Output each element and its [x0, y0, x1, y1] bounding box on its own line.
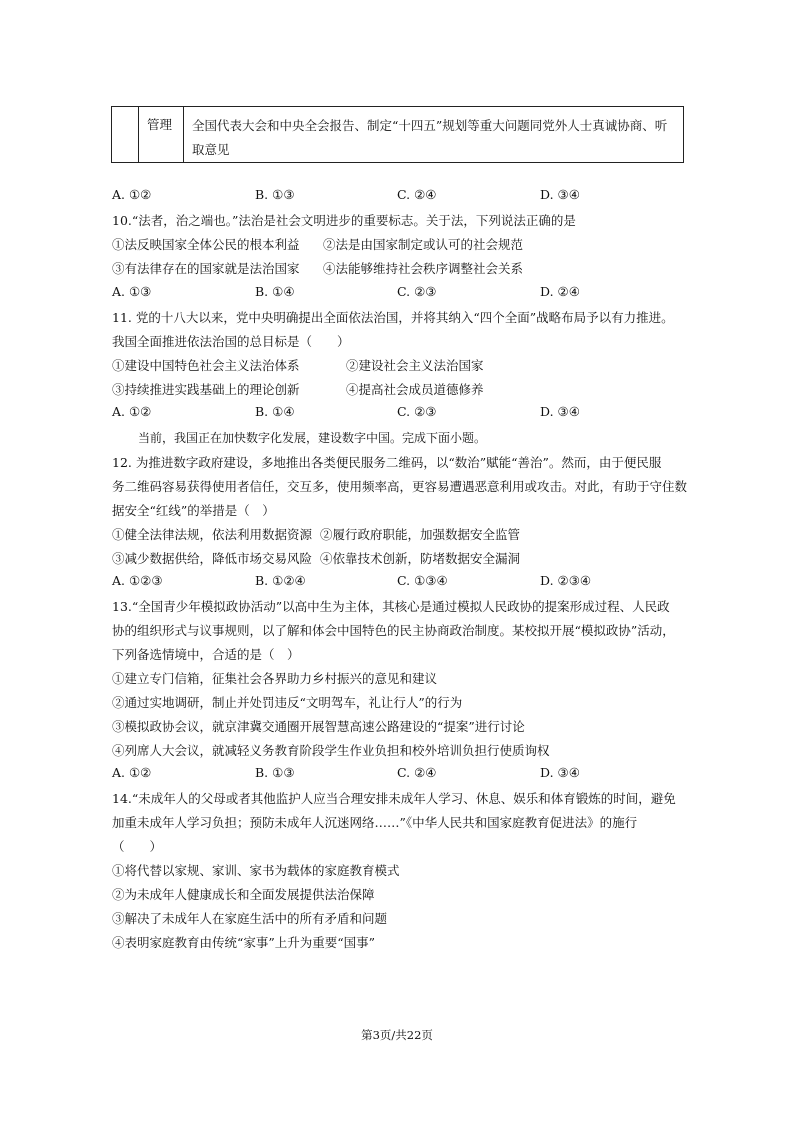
- q14-stem-line-3: （ ）: [112, 839, 163, 854]
- q13-stem-line-2: 协的组织形式与议事规则，以了解和体会中国特色的民主协商政治制度。某校拟开展“模拟政协”活动，: [112, 623, 675, 638]
- q13-option-d: D. ③④: [540, 765, 580, 780]
- q14-item-1: ①将代替以家规、家训、家书为载体的家庭教育模式: [112, 863, 400, 878]
- q14-item-2: ②为未成年人健康成长和全面发展提供法治保障: [112, 887, 375, 902]
- table-label-cell: 管理: [139, 107, 184, 162]
- q9-option-b: B. ①③: [255, 187, 295, 202]
- q9-option-c: C. ②④: [397, 187, 437, 202]
- q11-option-a: A. ①②: [112, 404, 152, 419]
- q13-item-2: ②通过实地调研，制止并处罚违反“文明驾车，礼让行人”的行为: [112, 695, 463, 710]
- q12-stem-line-3: 据安全“红线”的举措是（ ）: [112, 503, 275, 518]
- q13-item-1: ①建立专门信箱，征集社会各界助力乡村振兴的意见和建议: [112, 671, 438, 686]
- table-text-cell: 全国代表大会和中央全会报告、制定“十四五”规划等重大问题同党外人士真诚协商、听取意见: [192, 118, 668, 157]
- q11-item-1: ①建设中国特色社会主义法治体系: [112, 358, 300, 373]
- q12-option-b: B. ①②④: [255, 573, 306, 588]
- q13-item-3: ③模拟政协会议，就京津冀交通圈开展智慧高速公路建设的“提案”进行讨论: [112, 719, 525, 734]
- q13-option-b: B. ①③: [255, 765, 295, 780]
- q10-item-2: ②法是由国家制定或认可的社会规范: [323, 237, 524, 252]
- q14-stem-line-1: 14.“未成年人的父母或者其他监护人应当合理安排未成年人学习、休息、娱乐和体育锻炼的时间，避免: [112, 791, 676, 806]
- q12-stem-line-2: 务二维码容易获得使用者信任，交互多，使用频率高，更容易遭遇恶意利用或攻击。对此，有助于守住数: [112, 479, 688, 494]
- q11-item-3: ③持续推进实践基础上的理论创新: [112, 382, 300, 397]
- q9-option-a: A. ①②: [112, 187, 152, 202]
- q12-option-c: C. ①③④: [397, 573, 448, 588]
- q13-option-a: A. ①②: [112, 765, 152, 780]
- q10-stem: 10.“法者，治之端也。”法治是社会文明进步的重要标志。关于法，下列说法正确的是: [112, 213, 576, 228]
- table-blank-cell: [112, 107, 139, 162]
- q12-option-a: A. ①②③: [112, 573, 163, 588]
- q13-stem-line-1: 13.“全国青少年模拟政协活动”以高中生为主体，其核心是通过模拟人民政协的提案形成过程、人民政: [112, 599, 670, 614]
- q14-item-4: ④表明家庭教育由传统“家事”上升为重要“国事”: [112, 935, 376, 950]
- q10-item-4: ④法能够维持社会秩序调整社会关系: [323, 261, 524, 276]
- q11-item-4: ④提高社会成员道德修养: [346, 382, 484, 397]
- q12-item-4: ④依靠技术创新，防堵数据安全漏洞: [320, 551, 521, 566]
- q10-item-3: ③有法律存在的国家就是法治国家: [112, 261, 300, 276]
- q10-option-b: B. ①④: [255, 284, 295, 299]
- q11-stem-line-2: 我国全面推进依法治国的总目标是（ ）: [112, 334, 350, 349]
- q14-item-3: ③解决了未成年人在家庭生活中的所有矛盾和问题: [112, 911, 388, 926]
- q10-option-d: D. ②④: [540, 284, 580, 299]
- q10-option-c: C. ②③: [397, 284, 437, 299]
- q12-item-3: ③减少数据供给，降低市场交易风险: [112, 551, 313, 566]
- q9-option-d: D. ③④: [540, 187, 580, 202]
- q13-option-c: C. ②④: [397, 765, 437, 780]
- policy-table: [111, 106, 684, 163]
- q12-item-1: ①健全法律法规，依法利用数据资源: [112, 527, 313, 542]
- q13-item-4: ④列席人大会议，就减轻义务教育阶段学生作业负担和校外培训负担行使质询权: [112, 743, 550, 758]
- q11-option-b: B. ①④: [255, 404, 295, 419]
- q11-item-2: ②建设社会主义法治国家: [346, 358, 484, 373]
- q13-stem-line-3: 下列备选情境中，合适的是（ ）: [112, 647, 300, 662]
- q11-option-c: C. ②③: [397, 404, 437, 419]
- q12-option-d: D. ②③④: [540, 573, 592, 588]
- section-intro: 当前，我国正在加快数字化发展，建设数字中国。完成下面小题。: [138, 431, 487, 445]
- q11-option-d: D. ③④: [540, 404, 580, 419]
- q11-stem-line-1: 11. 党的十八大以来，党中央明确提出全面依法治国，并将其纳入“四个全面”战略布局予以有力推进。: [112, 310, 674, 325]
- q12-item-2: ②履行政府职能，加强数据安全监管: [320, 527, 521, 542]
- q10-item-1: ①法反映国家全体公民的根本利益: [112, 237, 300, 252]
- q14-stem-line-2: 加重未成年人学习负担；预防未成年人沉迷网络……”《中华人民共和国家庭教育促进法》的施行: [112, 815, 638, 830]
- q12-stem-line-1: 12. 为推进数字政府建设，多地推出各类便民服务二维码，以“数治”赋能“善治”。然而，由于便民服: [112, 455, 662, 470]
- q10-option-a: A. ①③: [112, 284, 152, 299]
- page-number: 第3页/共22页: [361, 1028, 433, 1042]
